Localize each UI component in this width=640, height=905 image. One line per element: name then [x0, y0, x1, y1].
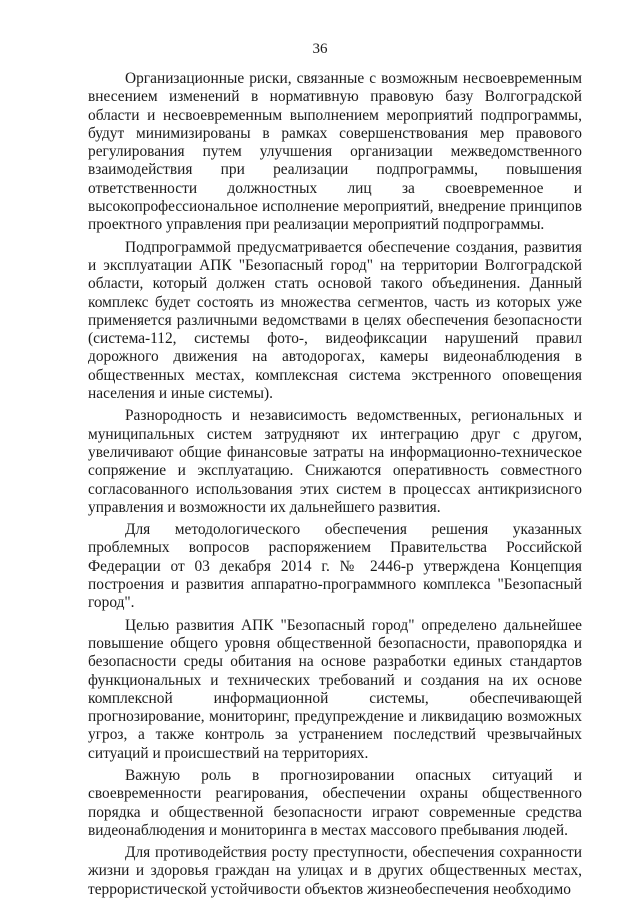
paragraph-video-surveillance-role: Важную роль в прогнозировании опасных ситуаций и своевременности реагирования, обеспечении охраны общественного порядка и общественной безопасности играют современные средства видеонаблюдения и мониторинга в местах массового пребывания людей.: [88, 766, 582, 839]
paragraph-government-decree: Для методологического обеспечения решения указанных проблемных вопросов распоряжением Правительства Российской Федерации от 03 декабря 2014 г. № 2446-р утверждена Концепция построения и развития аппаратно-программного комплекса "Безопасный город".: [88, 521, 582, 612]
paragraph-system-heterogeneity: Разнородность и независимость ведомственных, региональных и муниципальных систем затрудняют их интеграцию друг с другом, увеличивают общие финансовые затраты на информационно-техническое сопряжение и эксплуатацию. Снижаются оперативность совместного согласованного использования этих систем в процессах антикризисного управления и возможности их дальнейшего развития.: [88, 407, 582, 516]
document-body: [88, 70, 582, 899]
paragraph-development-goal: Целью развития АПК "Безопасный город" определено дальнейшее повышение общего уровня общественной безопасности, правопорядка и безопасности среды обитания на основе разработки единых стандартов функциональных и технических требований и создания на их основе комплексной информационной системы, обеспечивающей прогнозирование, мониторинг, предупреждение и ликвидацию возможных угроз, а также контроль за устранением последствий чрезвычайных ситуаций и происшествий на территориях.: [88, 616, 582, 762]
paragraph-apk-safe-city: Подпрограммой предусматривается обеспечение создания, развития и эксплуатации АПК "Безопасный город" на территории Волгоградской области, который должен стать основой такого объединения. Данный комплекс будет состоять из множества сегментов, часть из которых уже применяется различными ведомствами в целях обеспечения безопасности (система-112, системы фото-, видеофиксации нарушений правил дорожного движения на автодорогах, камеры видеонаблюдения в общественных местах, комплексная система экстренного оповещения населения и иные системы).: [88, 238, 582, 403]
paragraph-organizational-risks: Организационные риски, связанные с возможным несвоевременным внесением изменений в нормативную правовую базу Волгоградской области и несвоевременным выполнением мероприятий подпрограммы, будут минимизированы в рамках совершенствования мер правового регулирования путем улучшения организации межведомственного взаимодействия при реализации подпрограммы, повышения ответственности должностных лиц за своевременное и высокопрофессиональное исполнение мероприятий, внедрение принципов проектного управления при реализации мероприятий подпрограммы.: [88, 70, 582, 234]
page-number: 36: [312, 41, 328, 57]
paragraph-crime-prevention: Для противодействия росту преступности, обеспечения сохранности жизни и здоровья граждан на улицах и в других общественных местах, террористической устойчивости объектов жизнеобеспечения необходимо: [88, 844, 582, 898]
